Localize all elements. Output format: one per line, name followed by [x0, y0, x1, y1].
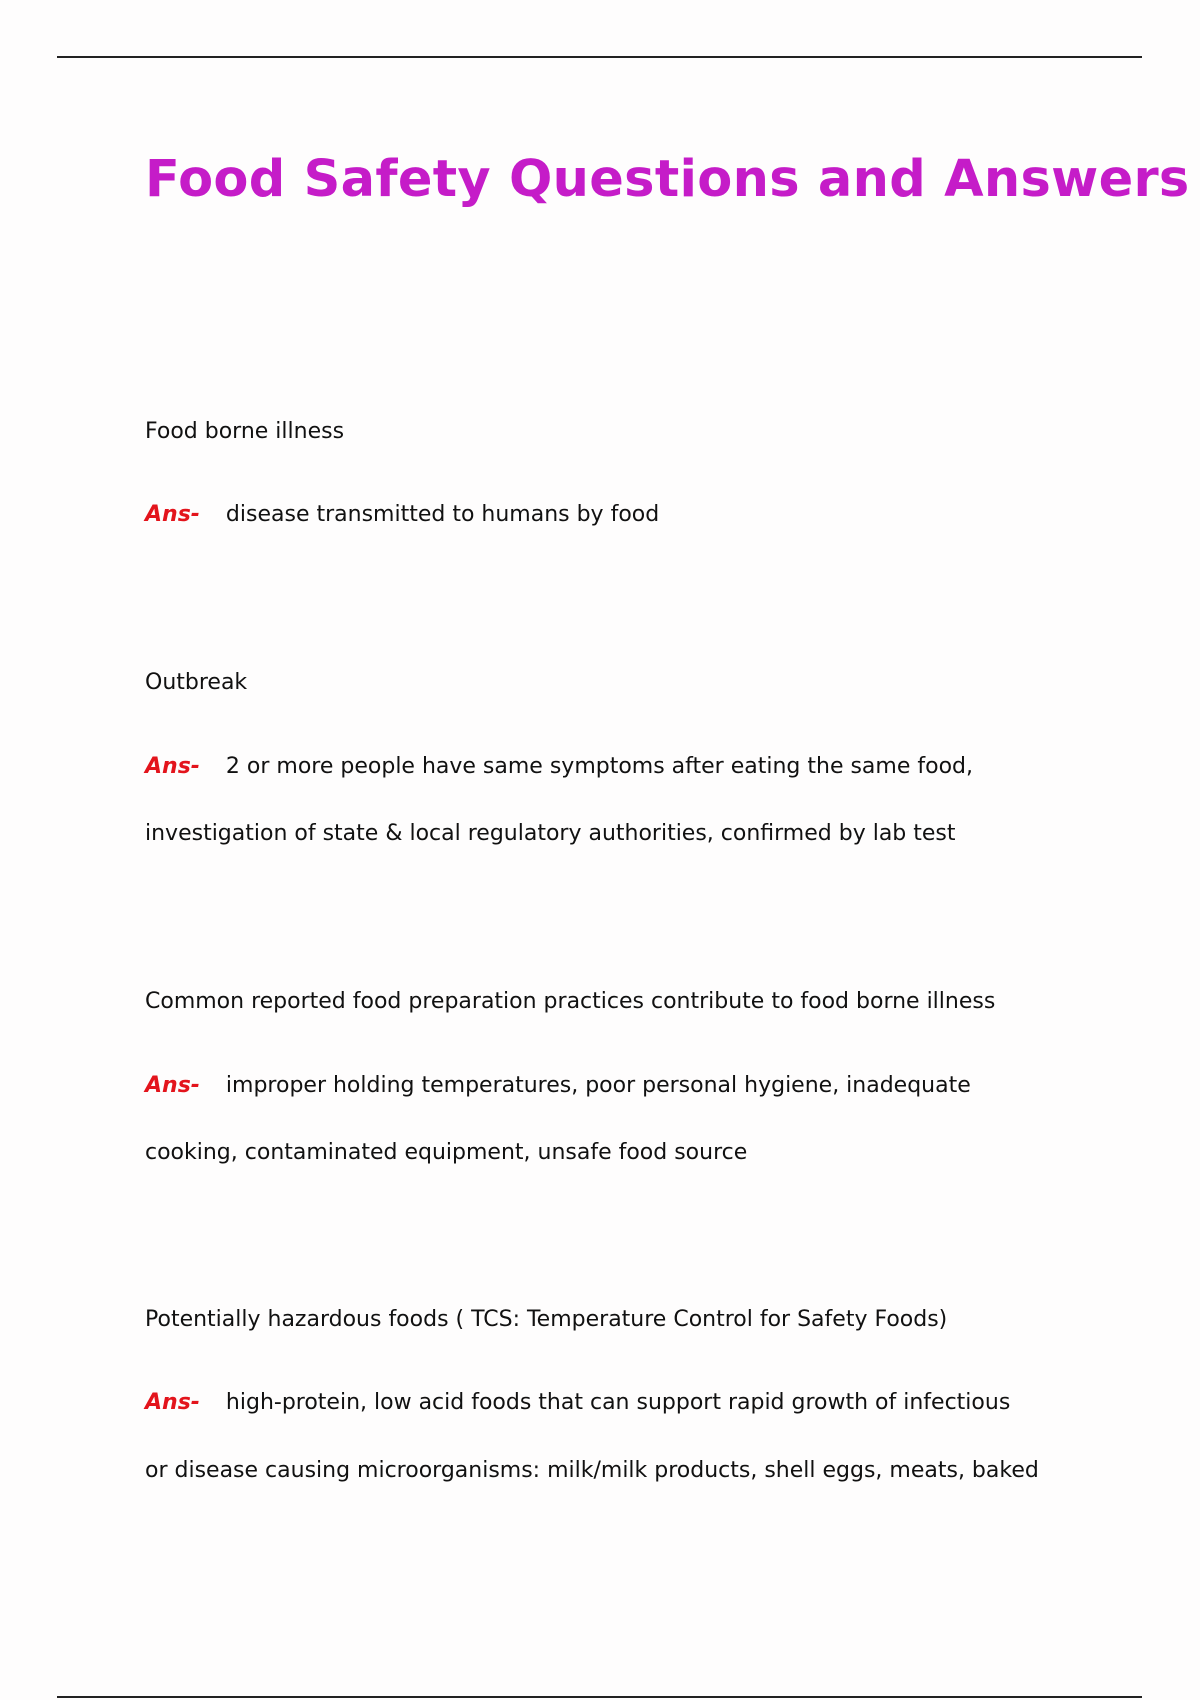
answer-2-line-1: 2 or more people have same symptoms after eating the same food,: [225, 754, 973, 779]
answer-4: [145, 1388, 1010, 1418]
answer-label: Ans-: [145, 502, 200, 527]
question-1: Food borne illness: [145, 419, 345, 444]
answer-label: Ans-: [145, 1073, 200, 1098]
answer-3: [145, 1071, 971, 1101]
answer-1: [145, 500, 659, 530]
question-4: Potentially hazardous foods ( TCS: Temperature Control for Safety Foods): [145, 1307, 948, 1332]
page-title: Food Safety Questions and Answers: [145, 150, 1190, 209]
answer-2-line-2: investigation of state & local regulatory authorities, confirmed by lab test: [145, 821, 956, 846]
question-2: Outbreak: [145, 670, 248, 695]
answer-label: Ans-: [145, 1390, 200, 1415]
answer-1-line-1: disease transmitted to humans by food: [225, 502, 660, 527]
answer-3-line-2: cooking, contaminated equipment, unsafe food source: [145, 1140, 748, 1165]
answer-3-line-1: improper holding temperatures, poor personal hygiene, inadequate: [225, 1073, 971, 1098]
answer-4-line-2: or disease causing microorganisms: milk/milk products, shell eggs, meats, baked: [145, 1458, 1039, 1483]
top-rule: [57, 56, 1142, 58]
answer-4-line-1: high-protein, low acid foods that can support rapid growth of infectious: [225, 1390, 1011, 1415]
answer-2: [145, 752, 973, 782]
question-3: Common reported food preparation practices contribute to food borne illness: [145, 989, 996, 1014]
bottom-rule: [57, 1696, 1142, 1698]
answer-label: Ans-: [145, 754, 200, 779]
